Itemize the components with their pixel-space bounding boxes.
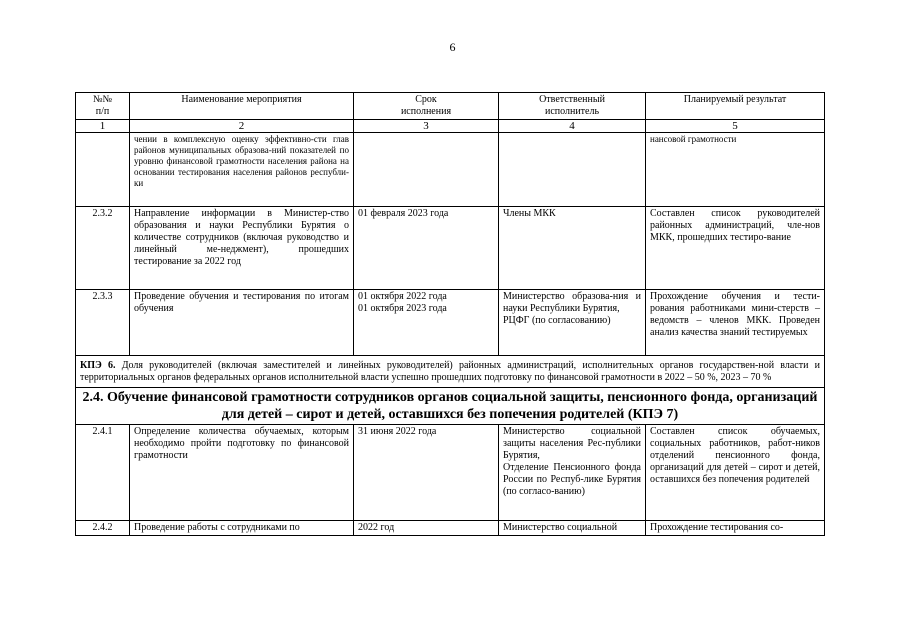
row-term [354, 133, 499, 207]
header-responsible [499, 93, 646, 120]
row-result: Составлен список обучаемых, социальных работников, работ-ников отделений пенсионного фонда, организаций для детей – сирот и детей, оставшихся без попечения родителей [646, 425, 825, 521]
table-row [76, 425, 825, 521]
row-result: нансовой грамотности [646, 133, 825, 207]
kpe-6-label: КПЭ 6. [80, 360, 116, 371]
events-table [75, 92, 825, 536]
header-name-label: Наименование мероприятия [181, 94, 302, 105]
row-responsible: Члены МКК [499, 207, 646, 290]
table-row [76, 207, 825, 290]
row-name: Проведение обучения и тестирования по итогам обучения [130, 290, 354, 356]
row-term: 31 июня 2022 года [354, 425, 499, 521]
table-row [76, 133, 825, 207]
column-number: 5 [646, 120, 825, 133]
kpe-row [76, 356, 825, 388]
header-name [130, 93, 354, 120]
column-number: 2 [130, 120, 354, 133]
row-result: Прохождение тестирования со- [646, 521, 825, 536]
header-number [76, 93, 130, 120]
row-responsible [499, 133, 646, 207]
row-responsible: Министерство образова-ния и науки Республики Бурятия, РЦФГ (по согласованию) [499, 290, 646, 356]
row-result: Прохождение обучения и тести-рования работниками мини-стерств – ведомств – членов МКК. Проведен анализ качества знаний тестируемых [646, 290, 825, 356]
row-number [76, 133, 130, 207]
row-term: 2022 год [354, 521, 499, 536]
row-responsible: Министерство социальной [499, 521, 646, 536]
row-number: 2.3.2 [76, 207, 130, 290]
row-name: чении в комплексную оценку эффективно-сти глав районов муниципальных образова-ний показателей по уровню финансовой грамотности населения района на основании тестирования населения районов республи-ки [130, 133, 354, 207]
column-number: 4 [499, 120, 646, 133]
row-term: 01 февраля 2023 года [354, 207, 499, 290]
header-term-label: Срок исполнения [400, 94, 452, 117]
row-name: Проведение работы с сотрудниками по [130, 521, 354, 536]
header-result [646, 93, 825, 120]
row-number: 2.3.3 [76, 290, 130, 356]
kpe-6-text [76, 356, 825, 388]
row-number: 2.4.2 [76, 521, 130, 536]
kpe-6-description: Доля руководителей (включая заместителей и линейных руководителей) районных администраций, исполнительных органов государствен-ной власти и территориальных органов федеральных органов исполнительной власти успешно прошедших подготовку по финансовой грамотности в 2022 – 50 %, 2023 – 70 % [80, 360, 820, 383]
page-number: 6 [449, 40, 456, 54]
table-header [76, 93, 825, 120]
header-result-label: Планируемый результат [683, 94, 787, 105]
section-row [76, 388, 825, 425]
column-number: 1 [76, 120, 130, 133]
row-result: Составлен список руководителей районных администраций, чле-нов МКК, прошедших тестиро-вание [646, 207, 825, 290]
row-name: Определение количества обучаемых, которым необходимо пройти подготовку по финансовой грамотности [130, 425, 354, 521]
header-term [354, 93, 499, 120]
row-term: 01 октября 2022 года 01 октября 2023 года [354, 290, 499, 356]
header-number-label: №№ п/п [92, 94, 113, 117]
row-number: 2.4.1 [76, 425, 130, 521]
table-row [76, 290, 825, 356]
row-responsible: Министерство социальной защиты населения Рес-публики Бурятия, Отделение Пенсионного фонда России по Респуб-лике Бурятия (по согласо-ванию) [499, 425, 646, 521]
section-title: 2.4. Обучение финансовой грамотности сотрудников органов социальной защиты, пенсионного фонда, организаций для детей – сирот и детей, оставшихся без попечения родителей (КПЭ 7) [76, 388, 825, 425]
table-row [76, 521, 825, 536]
row-name: Направление информации в Министер-ство образования и науки Республики Бурятия о количестве сотрудников (включая руководство и линейный ме-неджмент), прошедших тестирование за 2022 год [130, 207, 354, 290]
column-number: 3 [354, 120, 499, 133]
column-numbers-row [76, 120, 825, 133]
header-responsible-label: Ответственный исполнитель [539, 94, 605, 117]
